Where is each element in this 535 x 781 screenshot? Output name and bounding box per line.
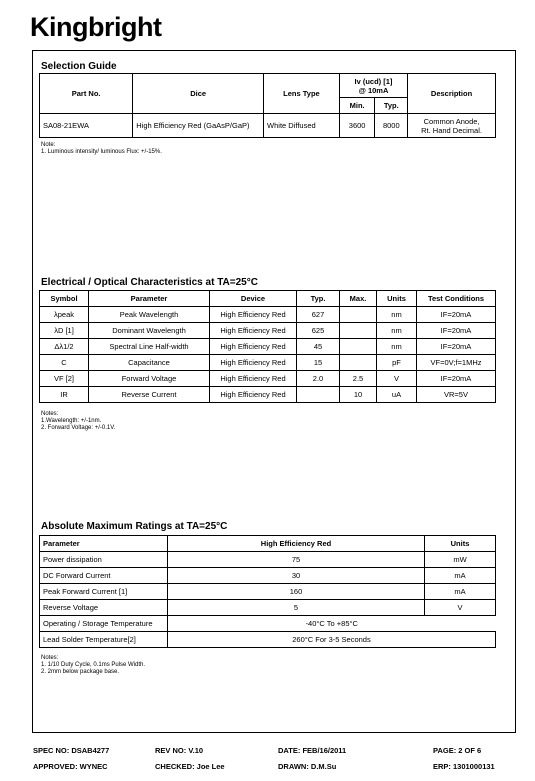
cell-device: High Efficiency Red xyxy=(210,307,297,323)
rev-no: REV NO: V.10 xyxy=(155,746,204,755)
cell-test-conditions: VF=0V;f=1MHz xyxy=(417,355,496,371)
table-row xyxy=(40,339,496,355)
cell-test-conditions: IF=20mA xyxy=(417,307,496,323)
table-row xyxy=(40,568,496,584)
table-row xyxy=(40,307,496,323)
cell-device: High Efficiency Red xyxy=(210,387,297,403)
selection-note: Note: 1. Luminous intensity/ luminous Flux: +/-15%. xyxy=(41,142,162,155)
cell-iv-min: 3600 xyxy=(339,114,375,138)
cell-description: Common Anode, Rt. Hand Decimal. xyxy=(408,114,496,138)
cell-value: 5 xyxy=(168,600,425,616)
table-row xyxy=(40,114,496,138)
header-units: Units xyxy=(425,536,496,552)
cell-symbol: IR xyxy=(40,387,89,403)
cell-typ: 45 xyxy=(297,339,340,355)
header-parameter: Parameter xyxy=(89,291,210,307)
header-device: Device xyxy=(210,291,297,307)
cell-max xyxy=(340,307,377,323)
cell-test-conditions: IF=20mA xyxy=(417,323,496,339)
header-typ: Typ. xyxy=(297,291,340,307)
cell-units: nm xyxy=(377,339,417,355)
electrical-table xyxy=(39,290,496,403)
absolute-title: Absolute Maximum Ratings at TA=25°C xyxy=(41,521,228,532)
cell-test-conditions: VR=5V xyxy=(417,387,496,403)
header-parameter: Parameter xyxy=(40,536,168,552)
drawn-by: DRAWN: D.M.Su xyxy=(278,762,337,771)
header-lens-type: Lens Type xyxy=(264,74,340,114)
cell-parameter: Power dissipation xyxy=(40,552,168,568)
table-row xyxy=(40,323,496,339)
cell-parameter: Lead Solder Temperature[2] xyxy=(40,632,168,648)
erp-number: ERP: 1301000131 xyxy=(433,762,495,771)
cell-part-no: SA08-21EWA xyxy=(40,114,133,138)
cell-parameter: Peak Wavelength xyxy=(89,307,210,323)
cell-units: nm xyxy=(377,307,417,323)
table-row xyxy=(40,600,496,616)
header-max: Max. xyxy=(340,291,377,307)
cell-units: nm xyxy=(377,323,417,339)
table-row xyxy=(40,355,496,371)
cell-units: V xyxy=(425,600,496,616)
cell-max xyxy=(340,339,377,355)
cell-parameter: DC Forward Current xyxy=(40,568,168,584)
header-iv-typ: Typ. xyxy=(375,98,408,114)
electrical-notes: Notes: 1.Wavelength: +/-1nm. 2. Forward Voltage: +/-0.1V. xyxy=(41,411,116,431)
cell-device: High Efficiency Red xyxy=(210,339,297,355)
cell-symbol: λpeak xyxy=(40,307,89,323)
cell-typ: 2.0 xyxy=(297,371,340,387)
header-high-efficiency-red: High Efficiency Red xyxy=(168,536,425,552)
table-row xyxy=(40,371,496,387)
approved-by: APPROVED: WYNEC xyxy=(33,762,108,771)
cell-parameter: Reverse Voltage xyxy=(40,600,168,616)
checked-by: CHECKED: Joe Lee xyxy=(155,762,225,771)
cell-value: 260°C For 3-5 Seconds xyxy=(168,632,496,648)
header-units: Units xyxy=(377,291,417,307)
header-dice: Dice xyxy=(133,74,264,114)
cell-units: mA xyxy=(425,568,496,584)
date: DATE: FEB/16/2011 xyxy=(278,746,347,755)
page-number: PAGE: 2 OF 6 xyxy=(433,746,482,755)
cell-parameter: Forward Voltage xyxy=(89,371,210,387)
cell-iv-typ: 8000 xyxy=(375,114,408,138)
absolute-notes: Notes: 1. 1/10 Duty Cycle, 0.1ms Pulse Width. 2. 2mm below package base. xyxy=(41,655,146,675)
absolute-ratings-table xyxy=(39,535,496,648)
cell-units: pF xyxy=(377,355,417,371)
header-description: Description xyxy=(408,74,496,114)
cell-units: V xyxy=(377,371,417,387)
cell-symbol: C xyxy=(40,355,89,371)
spec-no: SPEC NO: DSAB4277 xyxy=(33,746,110,755)
cell-parameter: Dominant Wavelength xyxy=(89,323,210,339)
cell-value: -40°C To +85°C xyxy=(168,616,496,632)
header-test-conditions: Test Conditions xyxy=(417,291,496,307)
header-part-no: Part No. xyxy=(40,74,133,114)
cell-dice: High Efficiency Red (GaAsP/GaP) xyxy=(133,114,264,138)
cell-units: uA xyxy=(377,387,417,403)
cell-value: 30 xyxy=(168,568,425,584)
cell-units: mW xyxy=(425,552,496,568)
cell-typ: 15 xyxy=(297,355,340,371)
cell-test-conditions: IF=20mA xyxy=(417,339,496,355)
selection-guide-title: Selection Guide xyxy=(41,61,117,72)
cell-test-conditions: IF=20mA xyxy=(417,371,496,387)
cell-symbol: VF [2] xyxy=(40,371,89,387)
cell-max xyxy=(340,323,377,339)
cell-symbol: Δλ1/2 xyxy=(40,339,89,355)
cell-max: 10 xyxy=(340,387,377,403)
cell-value: 75 xyxy=(168,552,425,568)
table-row xyxy=(40,387,496,403)
header-symbol: Symbol xyxy=(40,291,89,307)
cell-device: High Efficiency Red xyxy=(210,323,297,339)
header-iv: Iv (ucd) [1] @ 10mA xyxy=(339,74,407,98)
electrical-title: Electrical / Optical Characteristics at TA=25°C xyxy=(41,277,258,288)
cell-units: mA xyxy=(425,584,496,600)
header-iv-min: Min. xyxy=(339,98,375,114)
cell-typ: 627 xyxy=(297,307,340,323)
cell-parameter: Peak Forward Current [1] xyxy=(40,584,168,600)
cell-device: High Efficiency Red xyxy=(210,371,297,387)
cell-typ: 625 xyxy=(297,323,340,339)
cell-parameter: Spectral Line Half-width xyxy=(89,339,210,355)
cell-typ xyxy=(297,387,340,403)
cell-parameter: Reverse Current xyxy=(89,387,210,403)
cell-max: 2.5 xyxy=(340,371,377,387)
table-row xyxy=(40,552,496,568)
table-row xyxy=(40,584,496,600)
table-row xyxy=(40,616,496,632)
cell-max xyxy=(340,355,377,371)
cell-symbol: λD [1] xyxy=(40,323,89,339)
cell-lens: White Diffused xyxy=(264,114,340,138)
cell-parameter: Capacitance xyxy=(89,355,210,371)
cell-parameter: Operating / Storage Temperature xyxy=(40,616,168,632)
cell-value: 160 xyxy=(168,584,425,600)
cell-device: High Efficiency Red xyxy=(210,355,297,371)
kingbright-logo: Kingbright xyxy=(30,12,162,42)
selection-guide-table xyxy=(39,73,496,138)
table-row xyxy=(40,632,496,648)
